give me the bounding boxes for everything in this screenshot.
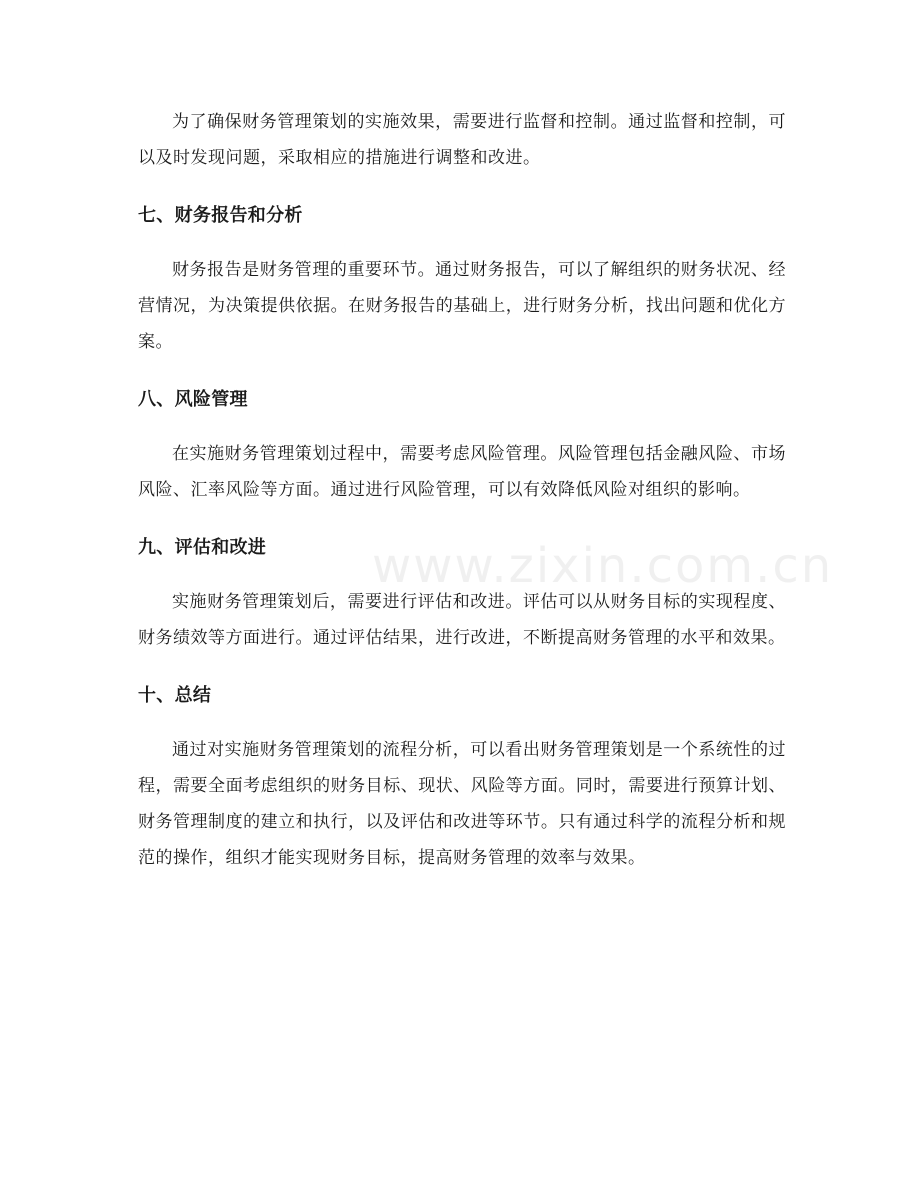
watermark: www.zixin.com.cn [372,538,834,594]
section-heading-9: 九、评估和改进 [138,537,267,558]
section-heading-8: 八、风险管理 [138,389,248,410]
document-body [138,104,786,876]
section-heading-7: 七、财务报告和分析 [138,205,303,226]
section-body-9: 实施财务管理策划后，需要进行评估和改进。评估可以从财务目标的实现程度、财务绩效等方面进行。通过评估结果，进行改进，不断提高财务管理的水平和效果。 [138,592,786,648]
intro-paragraph: 为了确保财务管理策划的实施效果，需要进行监督和控制。通过监督和控制，可以及时发现问题，采取相应的措施进行调整和改进。 [138,112,786,168]
section-heading-10: 十、总结 [138,685,212,706]
section-body-10: 通过对实施财务管理策划的流程分析，可以看出财务管理策划是一个系统性的过程，需要全面考虑组织的财务目标、现状、风险等方面。同时，需要进行预算计划、财务管理制度的建立和执行，以及评估和改进等环节。只有通过科学的流程分析和规范的操作，组织才能实现财务目标，提高财务管理的效率与效果。 [138,740,786,868]
section-body-7: 财务报告是财务管理的重要环节。通过财务报告，可以了解组织的财务状况、经营情况，为决策提供依据。在财务报告的基础上，进行财务分析，找出问题和优化方案。 [138,260,786,352]
section-body-8: 在实施财务管理策划过程中，需要考虑风险管理。风险管理包括金融风险、市场风险、汇率风险等方面。通过进行风险管理，可以有效降低风险对组织的影响。 [138,444,786,500]
